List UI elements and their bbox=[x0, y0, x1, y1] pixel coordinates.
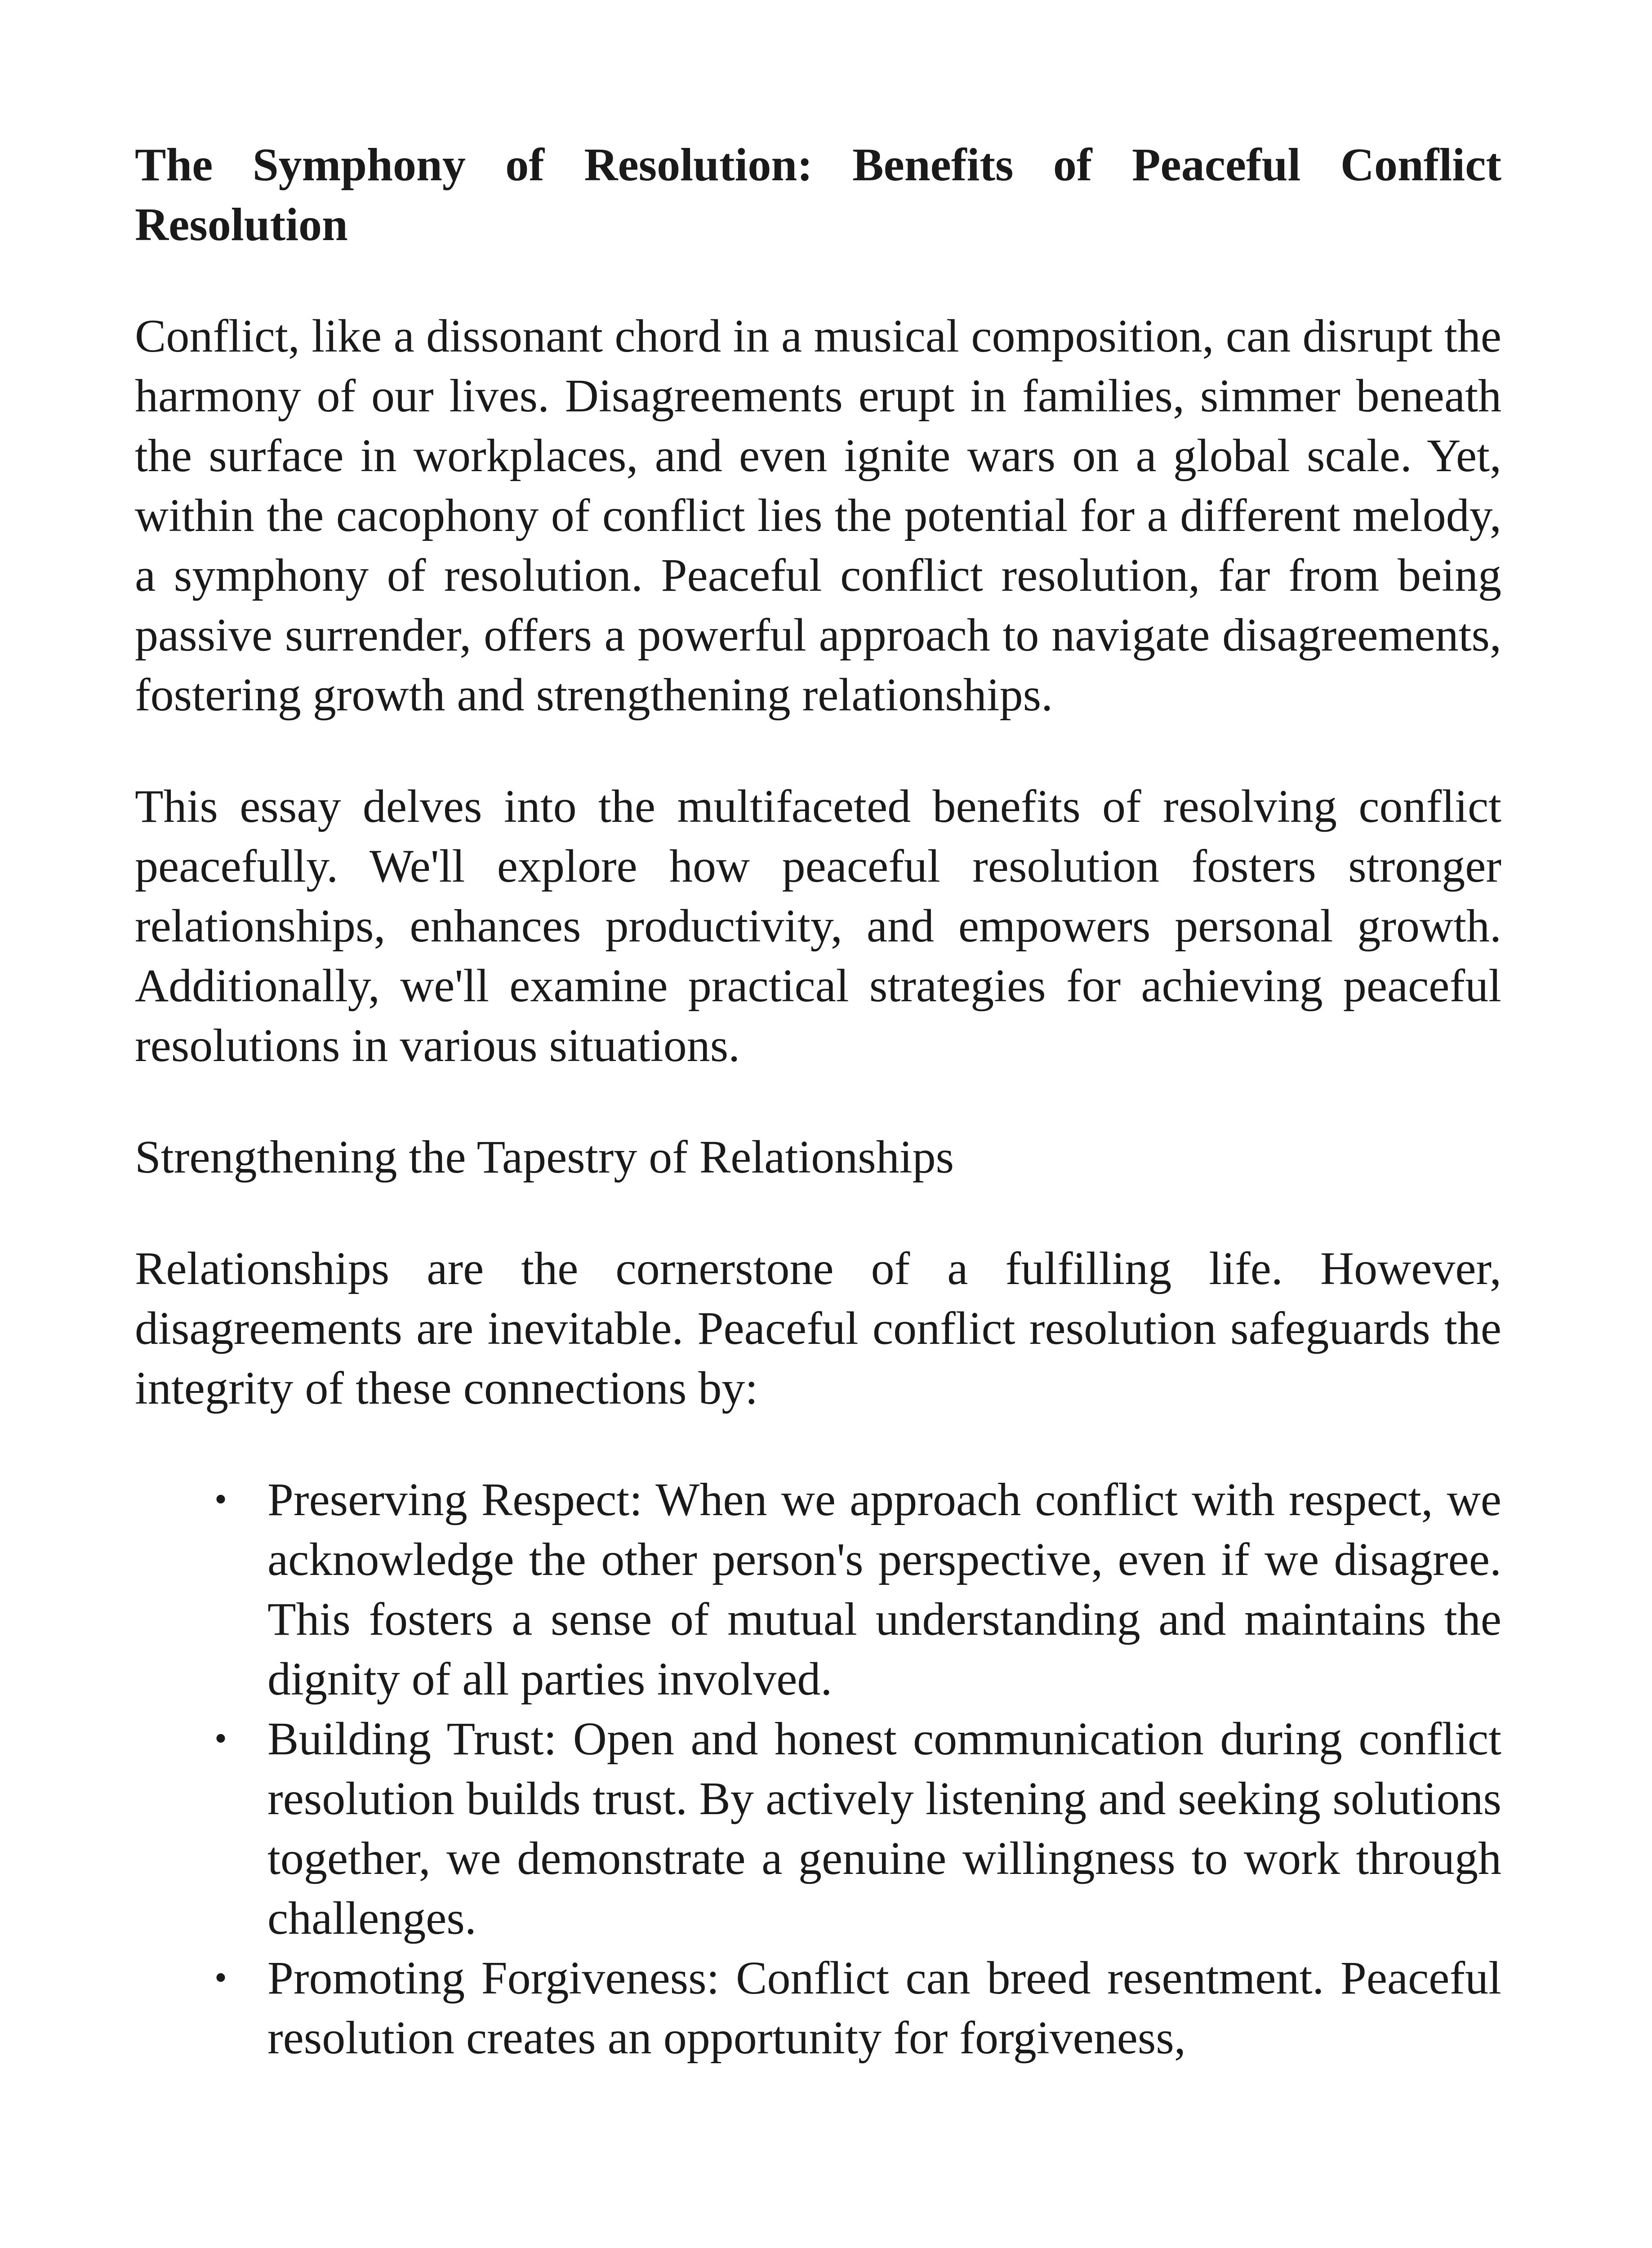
list-item bbox=[214, 1470, 1501, 1709]
list-item bbox=[214, 1948, 1501, 2068]
relationships-paragraph: Relationships are the cornerstone of a fulfilling life. However, disagreements are inevitable. Peaceful conflict resolution safeguards the integrity of these connections by: bbox=[135, 1243, 1501, 1414]
bullet-list bbox=[135, 1470, 1501, 2068]
list-item bbox=[214, 1709, 1501, 1948]
section-heading: Strengthening the Tapestry of Relationships bbox=[135, 1131, 954, 1183]
bullet-icon: • bbox=[214, 1719, 227, 1758]
intro-paragraph: Conflict, like a dissonant chord in a musical composition, can disrupt the harmony of our lives. Disagreements erupt in families, simmer beneath the surface in workplaces, and even ignite wars on a global scale. Yet, within the cacophony of conflict lies the potential for a different melody, a symphony of resolution. Peaceful conflict resolution, far from being passive surrender, offers a powerful approach to navigate disagreements, fostering growth and strengthening relationships. bbox=[135, 310, 1501, 721]
bullet-text: Preserving Respect: When we approach conflict with respect, we acknowledge the other person's perspective, even if we disagree. This fosters a sense of mutual understanding and maintains the dignity of all parties involved. bbox=[267, 1474, 1501, 1705]
bullet-text: Promoting Forgiveness: Conflict can breed resentment. Peaceful resolution creates an opportunity for forgiveness, bbox=[267, 1952, 1501, 2064]
bullet-text: Building Trust: Open and honest communication during conflict resolution builds trust. By actively listening and seeking solutions together, we demonstrate a genuine willingness to work through challenges. bbox=[267, 1713, 1501, 1944]
page-title: The Symphony of Resolution: Benefits of Peaceful Conflict Resolution bbox=[135, 139, 1501, 250]
bullet-icon: • bbox=[214, 1958, 227, 1998]
overview-paragraph: This essay delves into the multifaceted benefits of resolving conflict peacefully. We'll explore how peaceful resolution fosters stronger relationships, enhances productivity, and empowers personal growth. Additionally, we'll examine practical strategies for achieving peaceful resolutions in various situations. bbox=[135, 781, 1501, 1071]
bullet-icon: • bbox=[214, 1480, 227, 1519]
page-content bbox=[135, 135, 1501, 2068]
